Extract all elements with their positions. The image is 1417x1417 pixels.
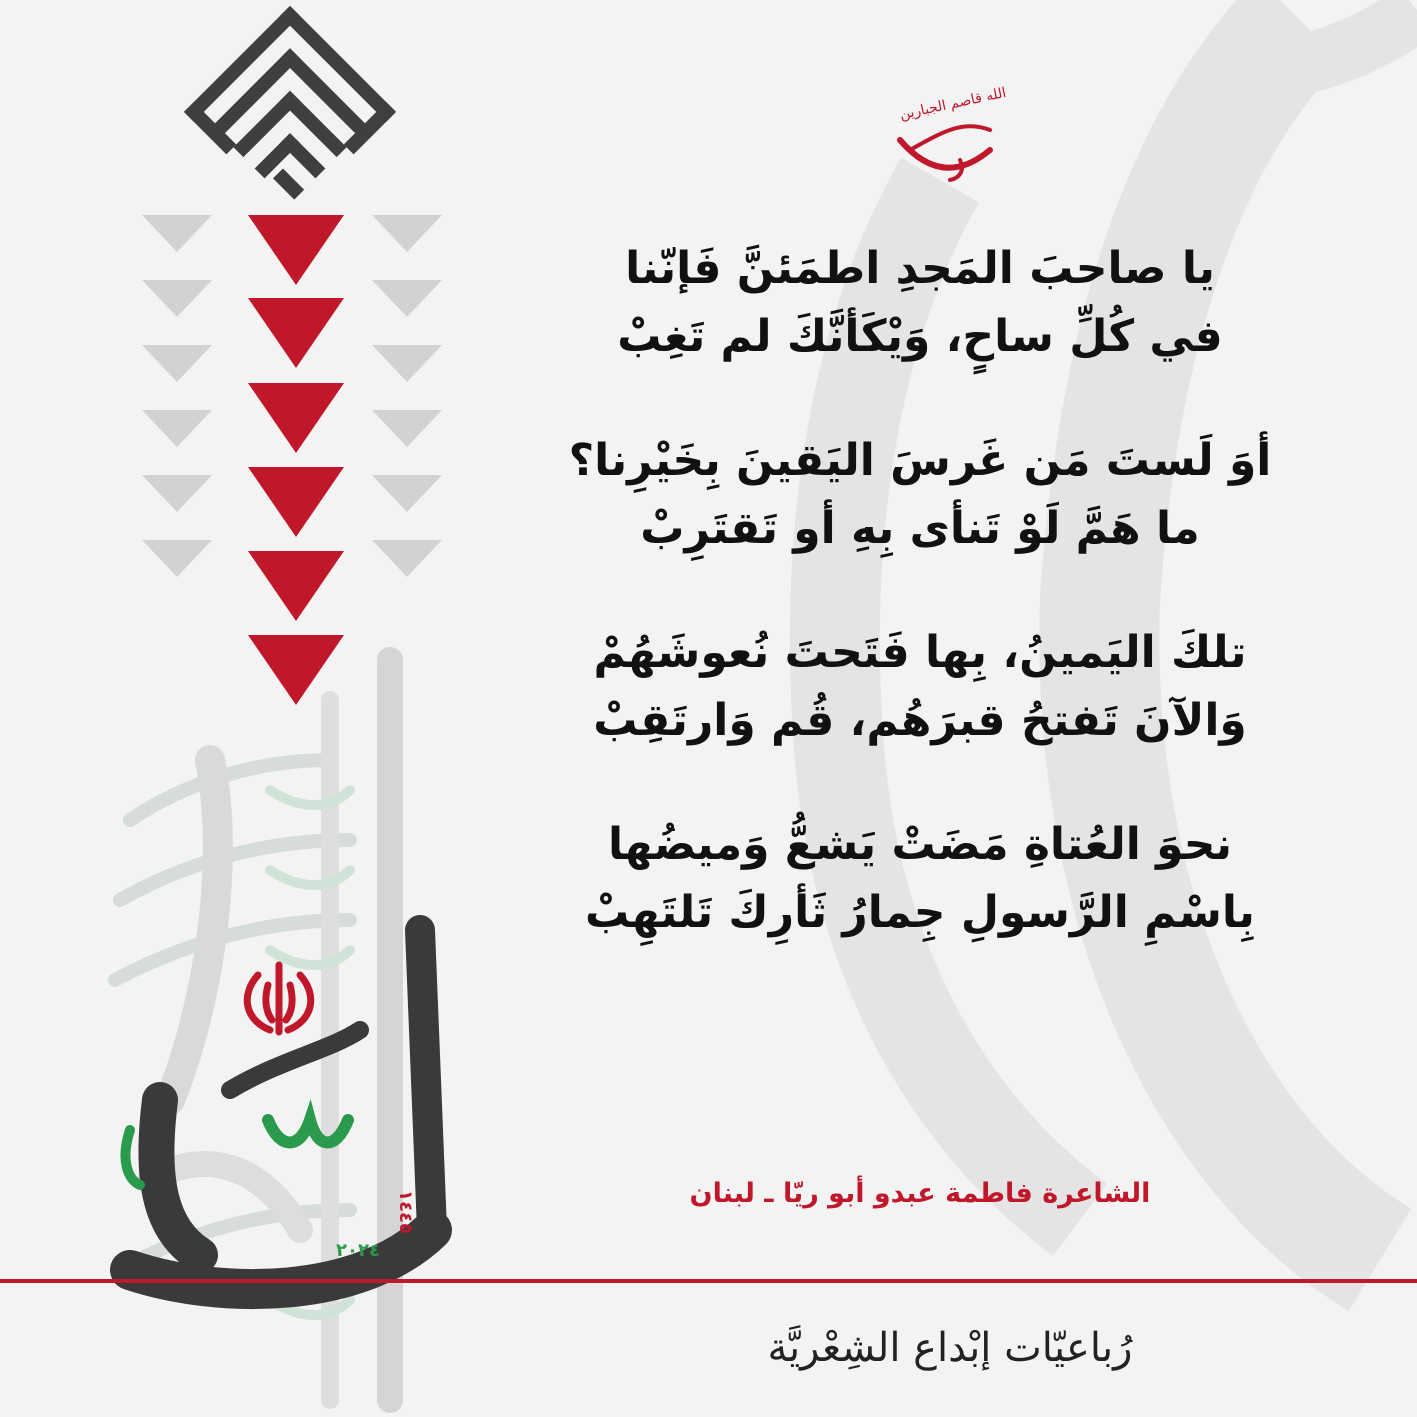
kufic-pattern-icon — [184, 6, 396, 218]
seal-text: الله قاصم الجبارين — [898, 84, 1008, 124]
verse-line: في كُلِّ ساحٍ، وَيْكَأنَّكَ لم تَغِبْ — [617, 311, 1223, 362]
stanza-2 — [560, 427, 1280, 563]
year-gregorian: ٢٠٢٤ — [336, 1240, 380, 1261]
triangle-column-icon — [142, 215, 442, 705]
poet-credit: الشاعرة فاطمة عبدو أبو ريّا ـ لبنان — [689, 1178, 1151, 1209]
verse-line: يا صاحبَ المَجدِ اطمَئنَّ فَإنّنا — [625, 243, 1215, 294]
stanza-3 — [560, 619, 1280, 755]
year-hijri: ١٤٤٥ — [395, 1190, 416, 1234]
footer-title: رُباعيّات إبْداع الشِعْريَّة — [767, 1325, 1133, 1371]
verse-line: بِاسْمِ الرَّسولِ جِمارُ ثَأرِكَ تَلتَهِبْ — [585, 887, 1255, 938]
iran-emblem-icon — [247, 965, 311, 1032]
poem — [560, 235, 1280, 1003]
verse-line: وَالآنَ تَفتحُ قبرَهُم، قُم وَارتَقِبْ — [593, 695, 1247, 746]
verse-line: تلكَ اليَمينُ، بِها فَتَحتَ نُعوشَهُمْ — [593, 627, 1247, 678]
stanza-4 — [560, 811, 1280, 947]
verse-line: نحوَ العُتاةِ مَضَتْ يَشعُّ وَميضُها — [608, 819, 1232, 870]
verse-line: ما هَمَّ لَوْ تَنأى بِهِ أو تَقتَرِبْ — [640, 503, 1200, 554]
stanza-1 — [560, 235, 1280, 371]
verse-line: أوَ لَستَ مَن غَرسَ اليَقينَ بِخَيْرِنا؟ — [568, 435, 1272, 486]
footer-divider — [0, 1279, 1417, 1283]
